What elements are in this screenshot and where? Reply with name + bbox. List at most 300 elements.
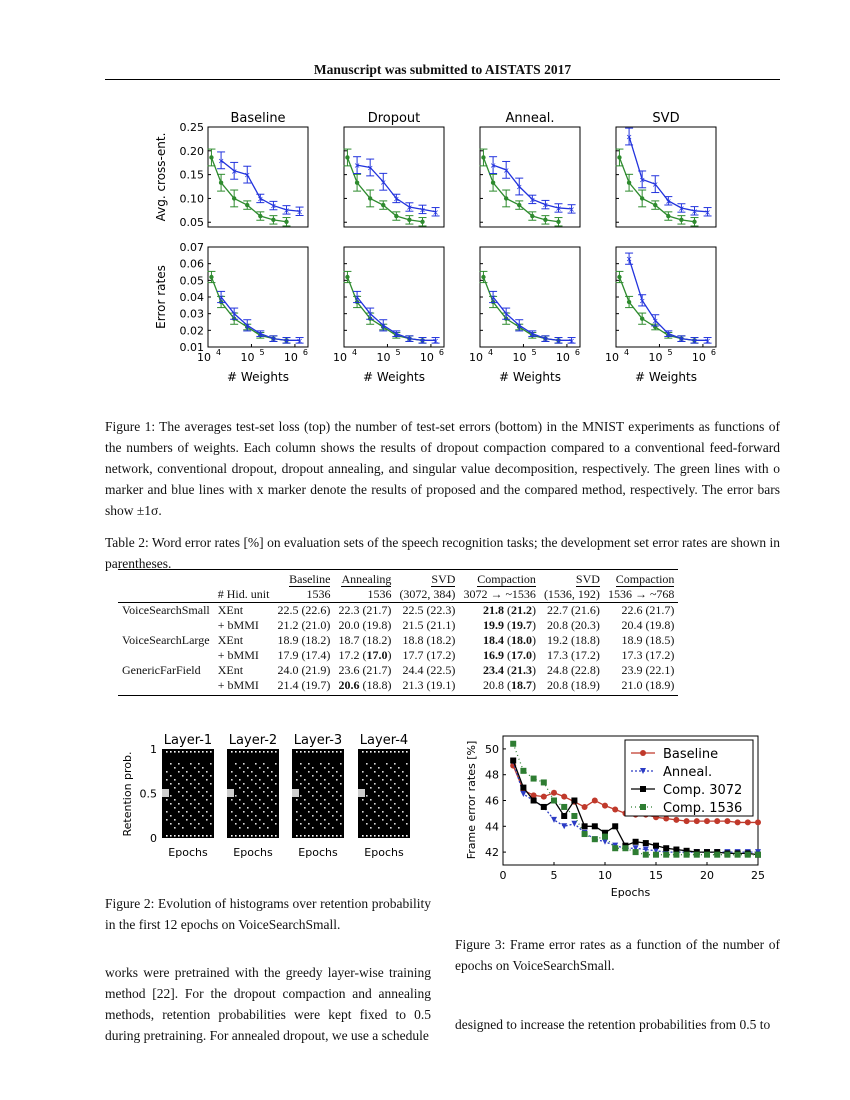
histogram-cell bbox=[202, 787, 204, 789]
histogram-cell bbox=[202, 751, 204, 753]
histogram-cell bbox=[340, 763, 342, 765]
table-cell: 23.9 (22.1) bbox=[621, 663, 675, 677]
x-tick-label: 10 bbox=[376, 351, 391, 364]
data-point bbox=[592, 823, 598, 829]
table-cell: 20.4 (19.8) bbox=[621, 618, 675, 632]
data-point-x: × bbox=[256, 329, 264, 339]
data-point-x: × bbox=[392, 329, 400, 339]
histogram-cell bbox=[255, 815, 257, 817]
histogram-cell bbox=[332, 775, 334, 777]
x-tick-label: 20 bbox=[700, 869, 714, 882]
data-point-x: × bbox=[432, 207, 439, 217]
histogram-cell bbox=[320, 751, 322, 753]
x-tick-label: 10 bbox=[283, 351, 298, 364]
table-cell: VoiceSearchLarge bbox=[122, 633, 210, 647]
histogram-cell bbox=[398, 751, 400, 753]
histogram-cell bbox=[231, 779, 233, 781]
data-point bbox=[663, 845, 669, 851]
x-tick-exponent: 6 bbox=[574, 348, 581, 357]
data-point-x: × bbox=[419, 205, 426, 215]
histogram-cell bbox=[271, 835, 273, 837]
histogram-cell bbox=[386, 803, 388, 805]
table-header-cell bbox=[273, 570, 334, 588]
histogram-cell bbox=[267, 795, 269, 797]
figure-1-chart bbox=[105, 105, 785, 395]
histogram-cell bbox=[210, 815, 212, 817]
histogram-cell bbox=[239, 751, 241, 753]
histogram-cell bbox=[332, 815, 334, 817]
data-point bbox=[551, 817, 557, 823]
histogram-cell bbox=[243, 803, 245, 805]
data-point bbox=[612, 845, 618, 851]
histogram-cell bbox=[328, 823, 330, 825]
data-point-x: × bbox=[379, 177, 387, 187]
body-text-right: designed to increase the retention probabilities from 0.5 to bbox=[455, 1017, 771, 1032]
table-cell: 21.4 (19.7) bbox=[273, 678, 334, 696]
table-cell: VoiceSearchSmall bbox=[122, 603, 210, 617]
data-point bbox=[530, 214, 534, 218]
histogram-cell bbox=[178, 803, 180, 805]
y-tick-label: 0.5 bbox=[139, 787, 157, 801]
data-point bbox=[714, 818, 720, 824]
data-point bbox=[541, 779, 547, 785]
histogram-cell bbox=[374, 823, 376, 825]
legend-label: Anneal. bbox=[663, 765, 713, 780]
table-cell: + bMMI bbox=[214, 678, 274, 696]
data-point-x: × bbox=[625, 132, 633, 142]
table-cell: 22.7 (21.6) bbox=[546, 603, 600, 617]
data-point-x: × bbox=[230, 309, 238, 319]
histogram-cell bbox=[251, 779, 253, 781]
histogram-cell bbox=[332, 795, 334, 797]
histogram-cell bbox=[247, 787, 249, 789]
data-point bbox=[694, 818, 700, 824]
table-header-label: Baseline bbox=[289, 572, 331, 586]
data-point bbox=[684, 852, 690, 858]
histogram-cell bbox=[332, 835, 334, 837]
data-point-x: × bbox=[542, 200, 549, 210]
table-cell: 16.9 (17.0) bbox=[482, 648, 536, 662]
data-point bbox=[510, 741, 516, 747]
histogram-cell bbox=[259, 827, 261, 829]
histogram-cell bbox=[190, 823, 192, 825]
histogram-cell bbox=[320, 775, 322, 777]
histogram-cell bbox=[251, 811, 253, 813]
legend-marker bbox=[640, 750, 646, 756]
data-point-x: × bbox=[568, 204, 575, 214]
histogram-cell bbox=[390, 819, 392, 821]
histogram-cell bbox=[340, 803, 342, 805]
data-point bbox=[209, 275, 213, 279]
data-point bbox=[551, 798, 557, 804]
x-tick-label: 10 bbox=[605, 351, 619, 364]
data-point-x: × bbox=[664, 196, 672, 206]
x-tick-exponent: 5 bbox=[531, 348, 537, 357]
data-point bbox=[571, 821, 577, 827]
histogram-cell bbox=[328, 803, 330, 805]
x-tick-label: 0 bbox=[499, 869, 507, 882]
y-tick-label: 0.20 bbox=[179, 144, 204, 158]
data-point bbox=[551, 790, 557, 796]
histogram-cell bbox=[235, 823, 237, 825]
histogram-cell bbox=[370, 835, 372, 837]
histogram-cell bbox=[210, 783, 212, 785]
histogram-cell bbox=[366, 775, 368, 777]
layer-title: Layer-3 bbox=[293, 733, 343, 748]
histogram-cell bbox=[186, 779, 188, 781]
data-point bbox=[627, 181, 631, 185]
histogram-cell bbox=[194, 835, 196, 837]
data-point bbox=[640, 196, 644, 200]
table-unit-cell: 1536 bbox=[273, 587, 334, 603]
histogram-cell bbox=[312, 835, 314, 837]
histogram-cell bbox=[312, 807, 314, 809]
histogram-cell bbox=[324, 819, 326, 821]
data-point-x: × bbox=[678, 203, 685, 213]
histogram-cell bbox=[194, 751, 196, 753]
histogram-cell bbox=[332, 787, 334, 789]
histogram-cell bbox=[259, 767, 261, 769]
data-point-x: × bbox=[664, 329, 672, 339]
histogram-cell bbox=[247, 795, 249, 797]
data-point bbox=[679, 218, 683, 222]
x-tick-exponent: 4 bbox=[352, 348, 358, 357]
data-point bbox=[633, 839, 639, 845]
histogram-cell bbox=[259, 751, 261, 753]
data-point bbox=[245, 203, 249, 207]
x-axis-label: Epochs bbox=[233, 846, 273, 859]
histogram-cell bbox=[324, 807, 326, 809]
histogram-cell bbox=[186, 791, 188, 793]
data-point bbox=[209, 155, 213, 159]
data-point-x: × bbox=[568, 336, 575, 346]
histogram-cell bbox=[275, 803, 277, 805]
histogram-cell bbox=[394, 763, 396, 765]
legend-marker bbox=[640, 786, 646, 792]
data-point bbox=[666, 214, 670, 218]
table-row bbox=[118, 603, 678, 619]
histogram-cell bbox=[296, 751, 298, 753]
data-point bbox=[481, 155, 485, 159]
histogram-cell bbox=[336, 799, 338, 801]
histogram-cell bbox=[324, 835, 326, 837]
histogram-cell bbox=[378, 767, 380, 769]
histogram-cell bbox=[194, 827, 196, 829]
histogram-cell bbox=[178, 791, 180, 793]
histogram-cell bbox=[336, 771, 338, 773]
y-tick-label: 0.04 bbox=[179, 291, 204, 304]
table-unit-cell: 3072 → ~1536 bbox=[459, 587, 540, 603]
data-point bbox=[627, 300, 631, 304]
histogram-cell bbox=[231, 771, 233, 773]
table-row bbox=[118, 648, 678, 663]
data-point bbox=[692, 220, 696, 224]
x-axis-label: # Weights bbox=[499, 370, 561, 384]
histogram-cell bbox=[263, 791, 265, 793]
histogram-cell bbox=[300, 751, 302, 753]
histogram-cell bbox=[239, 835, 241, 837]
histogram-cell bbox=[336, 835, 338, 837]
data-point bbox=[745, 819, 751, 825]
histogram-cell bbox=[239, 827, 241, 829]
histogram-cell bbox=[186, 819, 188, 821]
histogram-cell bbox=[402, 819, 404, 821]
histogram-cell bbox=[382, 799, 384, 801]
histogram-cell bbox=[296, 811, 298, 813]
data-point bbox=[520, 768, 526, 774]
histogram-cell bbox=[166, 779, 168, 781]
histogram-cell bbox=[300, 835, 302, 837]
x-tick-label: 10 bbox=[648, 351, 663, 364]
histogram-cell bbox=[402, 771, 404, 773]
histogram-cell bbox=[374, 763, 376, 765]
data-point bbox=[663, 852, 669, 858]
histogram-cell bbox=[275, 783, 277, 785]
histogram-cell bbox=[324, 787, 326, 789]
x-axis-label: Epochs bbox=[364, 846, 404, 859]
y-tick-label: 42 bbox=[485, 846, 499, 860]
table-cell: 21.0 (18.9) bbox=[604, 678, 679, 696]
histogram-cell bbox=[263, 803, 265, 805]
data-point bbox=[640, 316, 644, 320]
histogram-cell bbox=[263, 811, 265, 813]
histogram-cell bbox=[382, 819, 384, 821]
histogram-cell bbox=[336, 779, 338, 781]
histogram-cell bbox=[386, 835, 388, 837]
x-tick-exponent: 4 bbox=[624, 348, 630, 357]
y-axis-label: Retention prob. bbox=[121, 751, 134, 837]
histogram-cell bbox=[394, 823, 396, 825]
data-point bbox=[694, 852, 700, 858]
histogram-cell bbox=[210, 803, 212, 805]
data-point bbox=[543, 218, 547, 222]
histogram-cell bbox=[235, 751, 237, 753]
histogram-cell bbox=[336, 791, 338, 793]
data-point bbox=[491, 181, 495, 185]
histogram-cell bbox=[332, 807, 334, 809]
histogram-cell bbox=[308, 803, 310, 805]
histogram-cell bbox=[263, 763, 265, 765]
histogram-cell bbox=[386, 751, 388, 753]
panel-title: SVD bbox=[652, 111, 680, 126]
histogram-cell bbox=[336, 811, 338, 813]
histogram-cell bbox=[328, 835, 330, 837]
histogram-cell bbox=[243, 811, 245, 813]
histogram-cell bbox=[247, 815, 249, 817]
histogram-cell bbox=[251, 771, 253, 773]
data-point bbox=[481, 275, 485, 279]
histogram-cell bbox=[174, 767, 176, 769]
histogram-cell bbox=[324, 799, 326, 801]
histogram-cell bbox=[386, 823, 388, 825]
histogram-cell bbox=[170, 783, 172, 785]
histogram-cell bbox=[366, 803, 368, 805]
x-axis-label: Epochs bbox=[168, 846, 208, 859]
heatmap-panel bbox=[227, 749, 279, 838]
histogram-cell bbox=[186, 811, 188, 813]
table-cell: 22.5 (22.6) bbox=[277, 603, 331, 617]
histogram-cell bbox=[398, 787, 400, 789]
table-header-cell bbox=[118, 570, 214, 588]
y-tick-label: 0.06 bbox=[179, 257, 204, 271]
histogram-cell bbox=[206, 811, 208, 813]
histogram-cell bbox=[243, 835, 245, 837]
histogram-cell bbox=[251, 791, 253, 793]
histogram-cell bbox=[174, 799, 176, 801]
table-cell: 17.3 (17.2) bbox=[546, 648, 600, 662]
histogram-cell bbox=[316, 791, 318, 793]
histogram-cell bbox=[166, 751, 168, 753]
data-point bbox=[517, 203, 521, 207]
x-tick-exponent: 4 bbox=[216, 348, 222, 357]
histogram-cell bbox=[190, 795, 192, 797]
histogram-cell bbox=[402, 779, 404, 781]
data-point bbox=[582, 804, 588, 810]
table-header-cell bbox=[604, 570, 679, 588]
histogram-cell bbox=[239, 819, 241, 821]
table-header-cell bbox=[214, 570, 274, 588]
histogram-cell bbox=[340, 775, 342, 777]
x-tick-label: 10 bbox=[469, 351, 483, 364]
histogram-cell bbox=[390, 827, 392, 829]
histogram-cell bbox=[210, 763, 212, 765]
histogram-cell bbox=[398, 807, 400, 809]
histogram-cell bbox=[390, 751, 392, 753]
data-point bbox=[271, 218, 275, 222]
data-point bbox=[643, 840, 649, 846]
x-tick-label: 10 bbox=[555, 351, 570, 364]
data-point bbox=[755, 852, 761, 858]
histogram-cell bbox=[206, 819, 208, 821]
histogram-cell bbox=[198, 811, 200, 813]
histogram-cell bbox=[304, 779, 306, 781]
histogram-cell bbox=[374, 771, 376, 773]
histogram-cell bbox=[259, 835, 261, 837]
histogram-cell bbox=[198, 835, 200, 837]
data-point bbox=[714, 852, 720, 858]
histogram-cell bbox=[382, 835, 384, 837]
histogram-cell bbox=[378, 807, 380, 809]
data-point-x: × bbox=[432, 336, 439, 346]
histogram-cell bbox=[174, 827, 176, 829]
histogram-cell bbox=[194, 767, 196, 769]
histogram-cell bbox=[190, 815, 192, 817]
y-tick-label: 0.05 bbox=[179, 274, 204, 288]
results-table bbox=[118, 569, 678, 696]
histogram-cell bbox=[390, 807, 392, 809]
histogram-cell bbox=[243, 823, 245, 825]
histogram-cell bbox=[202, 767, 204, 769]
data-point bbox=[673, 817, 679, 823]
data-point-x: × bbox=[528, 195, 536, 205]
histogram-cell bbox=[336, 751, 338, 753]
histogram-cell bbox=[170, 803, 172, 805]
histogram-cell bbox=[243, 783, 245, 785]
histogram-cell bbox=[332, 751, 334, 753]
histogram-cell bbox=[402, 791, 404, 793]
data-point bbox=[602, 803, 608, 809]
histogram-cell bbox=[366, 783, 368, 785]
data-point bbox=[345, 155, 349, 159]
data-point-x: × bbox=[489, 293, 497, 302]
histogram-cell bbox=[378, 787, 380, 789]
histogram-cell bbox=[247, 827, 249, 829]
histogram-cell bbox=[198, 771, 200, 773]
histogram-cell bbox=[170, 795, 172, 797]
histogram-cell bbox=[304, 751, 306, 753]
histogram-cell bbox=[370, 767, 372, 769]
data-point-x: × bbox=[283, 205, 290, 215]
histogram-cell bbox=[340, 835, 342, 837]
histogram-cell bbox=[394, 751, 396, 753]
proposed-line bbox=[211, 157, 286, 221]
table-unit-cell: (3072, 384) bbox=[395, 587, 459, 603]
histogram-cell bbox=[190, 763, 192, 765]
histogram-cell bbox=[324, 751, 326, 753]
histogram-cell bbox=[194, 799, 196, 801]
histogram-cell bbox=[386, 795, 388, 797]
histogram-cell bbox=[271, 771, 273, 773]
y-tick-label: 0.25 bbox=[179, 121, 204, 134]
data-point bbox=[381, 203, 385, 207]
table-header-cell bbox=[540, 570, 604, 588]
data-point-x: × bbox=[353, 293, 361, 302]
y-axis-label: Frame error rates [%] bbox=[465, 740, 478, 860]
histogram-cell bbox=[406, 835, 408, 837]
histogram-cell bbox=[170, 751, 172, 753]
table-row bbox=[118, 663, 678, 678]
histogram-cell bbox=[406, 823, 408, 825]
histogram-cell bbox=[263, 835, 265, 837]
histogram-cell bbox=[378, 835, 380, 837]
data-point-x: × bbox=[704, 336, 711, 346]
histogram-cell bbox=[198, 763, 200, 765]
histogram-cell bbox=[390, 779, 392, 781]
histogram-cell bbox=[362, 799, 364, 801]
histogram-cell bbox=[378, 827, 380, 829]
histogram-cell bbox=[394, 811, 396, 813]
data-point bbox=[735, 819, 741, 825]
histogram-cell bbox=[362, 819, 364, 821]
histogram-cell bbox=[304, 767, 306, 769]
data-point bbox=[602, 839, 608, 845]
histogram-cell bbox=[186, 751, 188, 753]
histogram-cell bbox=[275, 775, 277, 777]
table-cell: XEnt bbox=[217, 603, 244, 617]
data-point-x: × bbox=[651, 180, 659, 190]
data-point-x: × bbox=[502, 165, 510, 175]
histogram-cell bbox=[316, 779, 318, 781]
x-tick-exponent: 6 bbox=[302, 348, 309, 357]
histogram-cell bbox=[178, 835, 180, 837]
histogram-cell bbox=[190, 751, 192, 753]
histogram-cell bbox=[312, 767, 314, 769]
histogram-cell bbox=[378, 795, 380, 797]
histogram-cell bbox=[263, 783, 265, 785]
table-cell: GenericFarField bbox=[122, 663, 201, 677]
histogram-cell bbox=[374, 791, 376, 793]
table-cell: XEnt bbox=[217, 633, 244, 647]
table-cell bbox=[118, 618, 214, 633]
histogram-cell bbox=[300, 823, 302, 825]
figure-1-caption: Figure 1: The averages test-set loss (top) the number of test-set errors (bottom) in the MNIST experiments as functions of the numbers of weights. Each column shows the results of dropout compaction compared to a conventional feed-forward network, conventional dropout, dropout annealing, and singular value decomposition, respectively. The green lines with o marker and blue lines with x marker denote the results of proposed and the compared method, respectively. The error bars show ±1σ. bbox=[105, 419, 780, 518]
histogram-cell bbox=[255, 783, 257, 785]
proposed-line bbox=[619, 277, 694, 340]
y-tick-label: 48 bbox=[485, 768, 499, 782]
table-cell: 21.5 (21.1) bbox=[402, 618, 456, 632]
histogram-cell bbox=[239, 767, 241, 769]
data-point bbox=[258, 214, 262, 218]
